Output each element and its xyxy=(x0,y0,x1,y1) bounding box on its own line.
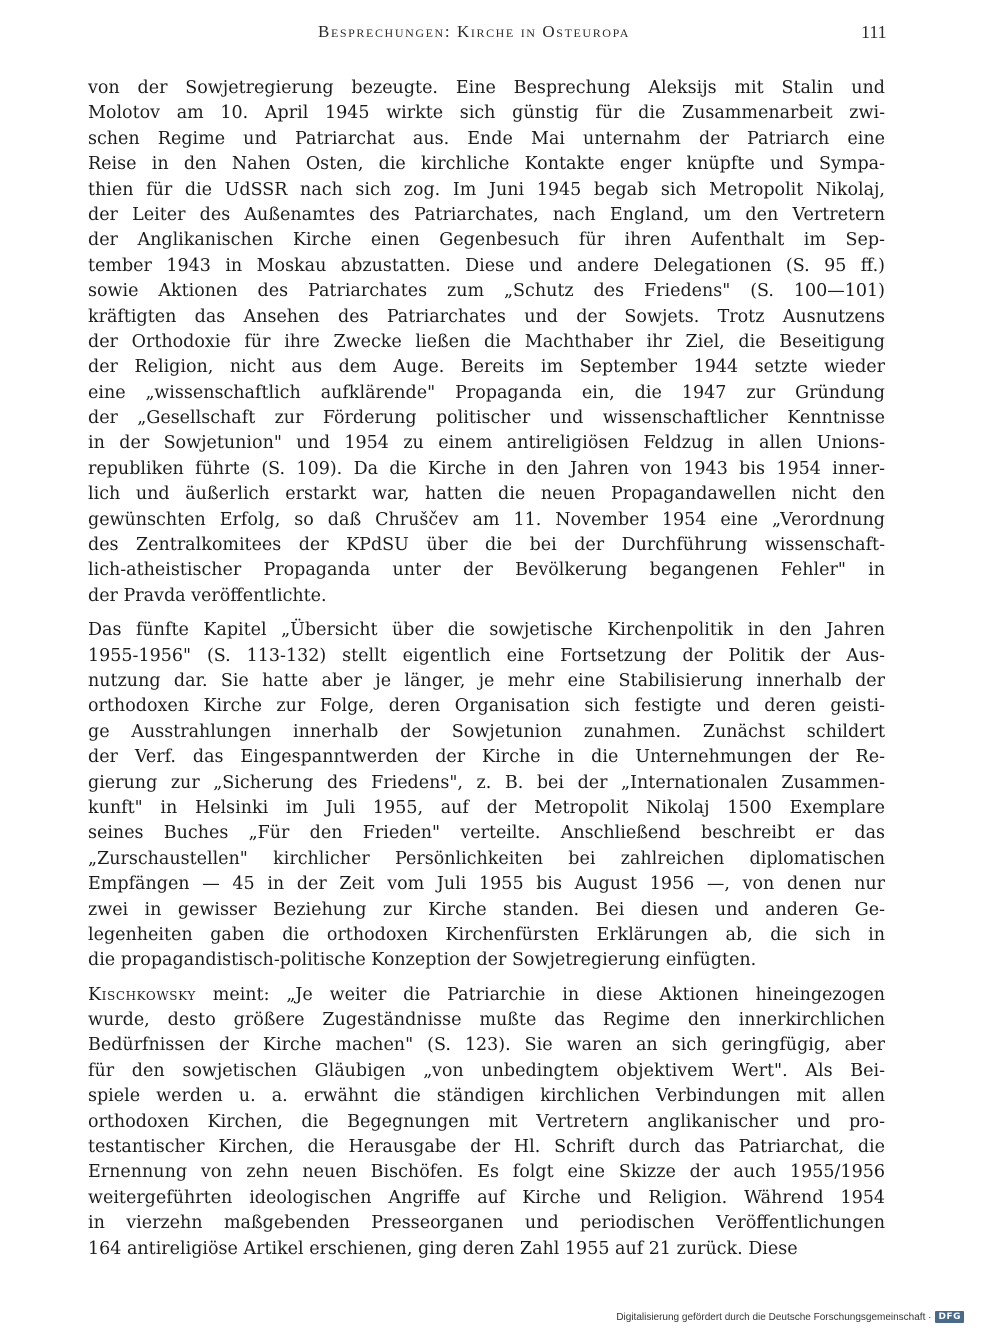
text-line: der Leiter des Außenamtes des Patriarchates, nach England, um den Vertretern xyxy=(88,204,885,225)
running-head: Besprechungen: Kirche in Osteuropa xyxy=(318,22,631,41)
credit-text: Digitalisierung gefördert durch die Deutsche Forschungsgemeinschaft · xyxy=(616,1311,932,1323)
text-line: wurde, desto größere Zugeständnisse mußte das Regime den innerkirchlichen xyxy=(88,1010,885,1031)
text-line: schen Regime und Patriarchat aus. Ende Mai unternahm der Patriarch eine xyxy=(88,128,885,149)
text-line: Empfängen — 45 in der Zeit vom Juli 1955 bis August 1956 —, von denen nur xyxy=(88,874,885,895)
digitization-credit xyxy=(616,1311,964,1323)
text-line xyxy=(88,983,885,1008)
text-line: für den sowjetischen Gläubigen „von unbedingtem objektivem Wert". Als Bei- xyxy=(88,1060,885,1081)
text-line: ge Ausstrahlungen innerhalb der Sowjetunion zunahmen. Zunächst schildert xyxy=(88,721,885,742)
page-number: 111 xyxy=(861,22,887,42)
text-line: kräftigten das Ansehen des Patriarchates und der Sowjets. Trotz Ausnutzens xyxy=(88,306,885,327)
text-line: weitergeführten ideologischen Angriffe auf Kirche und Religion. Während 1954 xyxy=(88,1187,885,1208)
text-line: seines Buches „Für den Frieden" verteilte. Anschließend beschreibt er das xyxy=(88,823,885,844)
text-line: der Anglikanischen Kirche einen Gegenbesuch für ihren Aufenthalt im Sep- xyxy=(88,230,885,251)
text-line: Ernennung von zehn neuen Bischöfen. Es folgt eine Skizze der auch 1955/1956 xyxy=(88,1162,885,1183)
text-line: des Zentralkomitees der KPdSU über die bei der Durchführung wissenschaft- xyxy=(88,535,885,556)
text-line: eine „wissenschaftlich aufklärende" Propaganda ein, die 1947 zur Gründung xyxy=(88,382,885,403)
text-line: in vierzehn maßgebenden Presseorganen und periodischen Veröffentlichungen xyxy=(88,1213,885,1234)
paragraph-3 xyxy=(88,983,885,1262)
text-line: in der Sowjetunion" und 1954 zu einem antireligiösen Feldzug in allen Unions- xyxy=(88,433,885,454)
text-line: spiele werden u. a. erwähnt die ständigen kirchlichen Verbindungen mit allen xyxy=(88,1086,885,1107)
text-line: von der Sowjetregierung bezeugte. Eine Besprechung Aleksijs mit Stalin und xyxy=(88,78,885,98)
text-line: Das fünfte Kapitel „Übersicht über die sowjetische Kirchenpolitik in den Jahren xyxy=(88,620,885,641)
text-line: der Verf. das Eingespanntwerden der Kirche in die Unternehmungen der Re- xyxy=(88,747,885,768)
text-line: die propagandistisch-politische Konzeption der Sowjetregierung einfügten. xyxy=(88,950,757,971)
text-line: thien für die UdSSR nach sich zog. Im Juni 1945 begab sich Metropolit Nikolaj, xyxy=(88,179,885,200)
text-line: lich-atheistischer Propaganda unter der Bevölkerung begangenen Fehler" in xyxy=(88,560,885,581)
text-line: der Pravda veröffentlichte. xyxy=(88,585,327,606)
line-text: meint: „Je weiter die Patriarchie in diese Aktionen hineingezogen xyxy=(195,984,885,1005)
text-line: sowie Aktionen des Patriarchates zum „Schutz des Friedens" (S. 100—101) xyxy=(88,281,885,302)
body-text xyxy=(88,76,885,1262)
text-line: 1955-1956" (S. 113-132) stellt eigentlich eine Fortsetzung der Politik der Aus- xyxy=(88,645,885,666)
text-line: 164 antireligiöse Artikel erschienen, ging deren Zahl 1955 auf 21 zurück. Diese xyxy=(88,1238,798,1259)
text-line: orthodoxen Kirchen, die Begegnungen mit Vertretern anglikanischer und pro- xyxy=(88,1111,885,1132)
text-line: orthodoxen Kirche zur Folge, deren Organisation sich festigte und deren geisti- xyxy=(88,696,885,717)
dfg-logo-icon: DFG xyxy=(935,1311,964,1323)
text-line: gewünschten Erfolg, so daß Chruščev am 11. November 1954 eine „Verordnung xyxy=(88,509,885,530)
paragraph-1 xyxy=(88,76,885,609)
text-line: Reise in den Nahen Osten, die kirchliche Kontakte enger knüpfte und Sympa- xyxy=(88,154,885,175)
text-line: der Religion, nicht aus dem Auge. Bereits im September 1944 setzte wieder xyxy=(88,357,885,378)
text-line: testantischer Kirchen, die Herausgabe der Hl. Schrift durch das Patriarchat, die xyxy=(88,1137,885,1158)
text-line: Bedürfnissen der Kirche machen" (S. 123). Sie waren an sich geringfügig, aber xyxy=(88,1035,885,1056)
text-line: lich und äußerlich erstarkt war, hatten die neuen Propagandawellen nicht den xyxy=(88,484,885,505)
text-line: „Zurschaustellen" kirchlicher Persönlichkeiten bei zahlreichen diplomatischen xyxy=(88,848,885,869)
text-line: republiken führte (S. 109). Da die Kirche in den Jahren von 1943 bis 1954 inner- xyxy=(88,458,885,479)
text-line: legenheiten gaben die orthodoxen Kirchenfürsten Erklärungen ab, die sich in xyxy=(88,924,885,945)
text-line: der Orthodoxie für ihre Zwecke ließen die Machthaber ihr Ziel, die Beseitigung xyxy=(88,331,885,352)
text-line: der „Gesellschaft zur Förderung politischer und wissenschaftlicher Kenntnisse xyxy=(88,408,885,429)
text-line: tember 1943 in Moskau abzustatten. Diese und andere Delegationen (S. 95 ff.) xyxy=(88,255,885,276)
text-line: zwei in gewisser Beziehung zur Kirche standen. Bei diesen und anderen Ge- xyxy=(88,899,885,920)
text-line: Molotov am 10. April 1945 wirkte sich günstig für die Zusammenarbeit zwi- xyxy=(88,103,885,124)
text-line: kunft" in Helsinki im Juli 1955, auf der Metropolit Nikolaj 1500 Exemplare xyxy=(88,797,885,818)
paragraph-2 xyxy=(88,618,885,973)
text-line: nutzung dar. Sie hatte aber je länger, je mehr eine Stabilisierung innerhalb der xyxy=(88,670,885,691)
author-name: Kischkowsky xyxy=(88,984,196,1005)
text-line: gierung zur „Sicherung des Friedens", z. B. bei der „Internationalen Zusammen- xyxy=(88,772,885,793)
